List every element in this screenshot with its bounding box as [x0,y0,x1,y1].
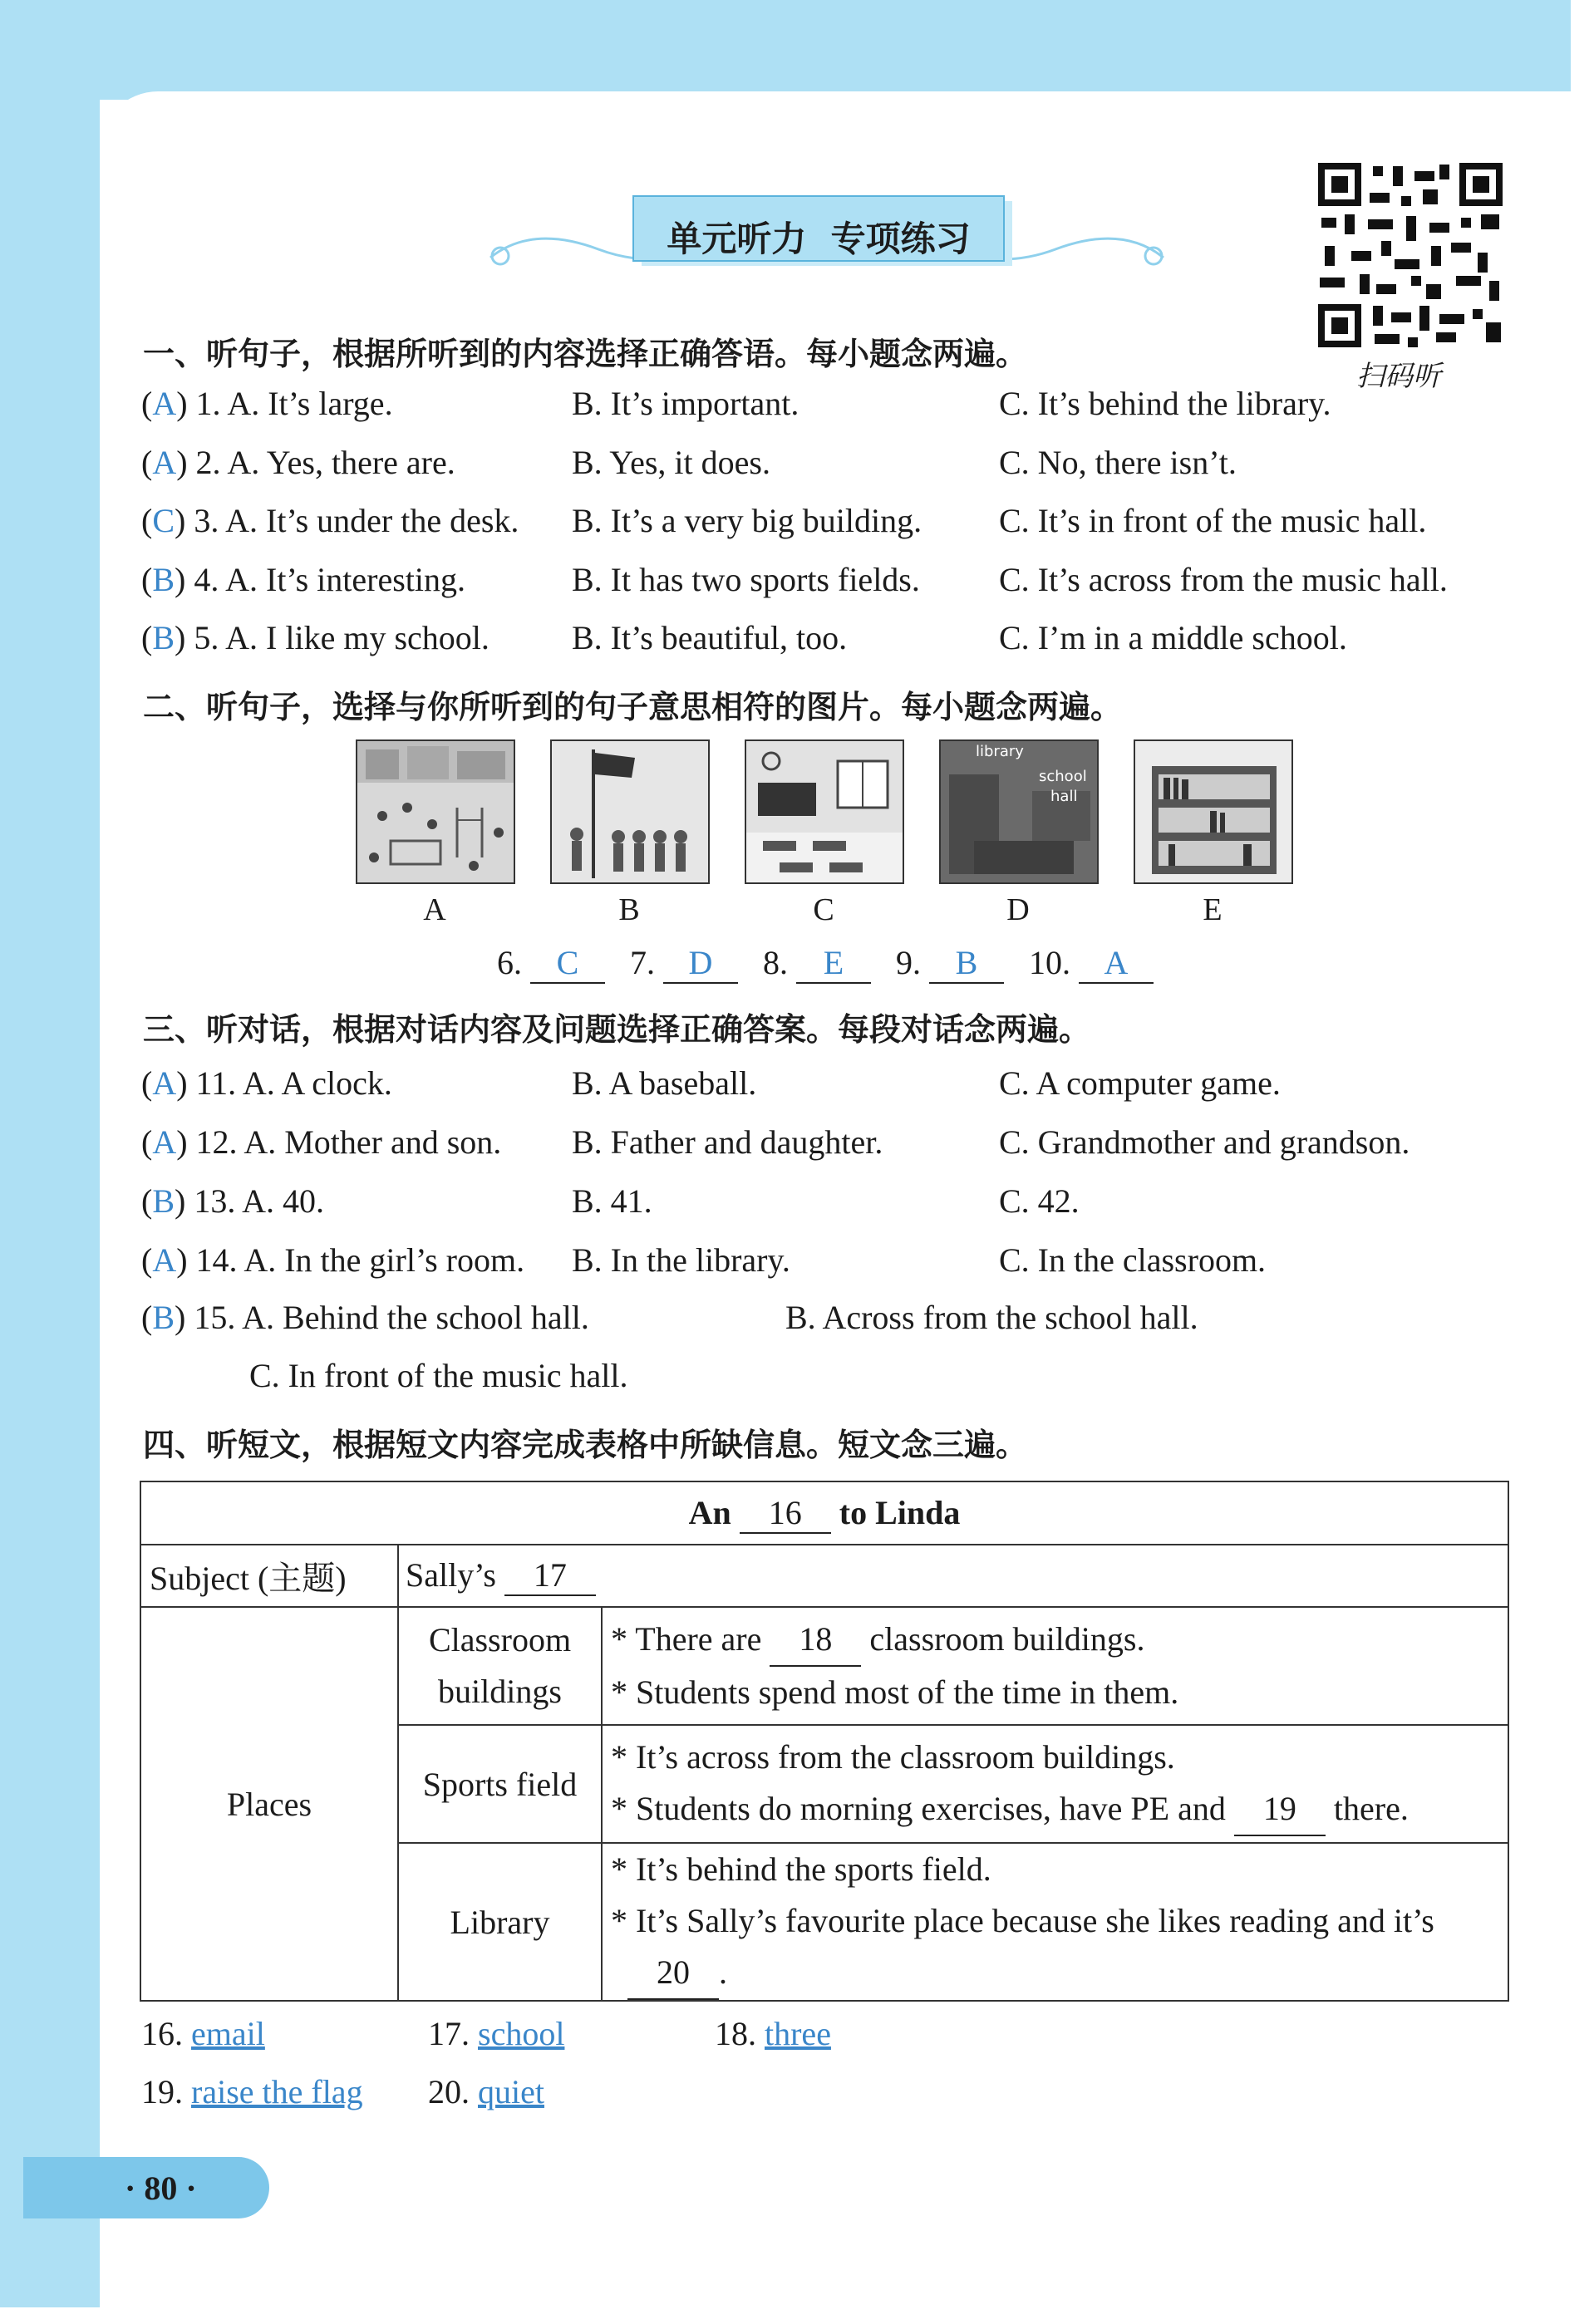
answer-blank[interactable]: B [929,943,1004,984]
qr-code-icon [1315,160,1506,351]
question-number: 19. [141,2073,183,2110]
place-name-line1: Classroom [428,1621,572,1658]
option-c: C. In the classroom. [999,1241,1267,1279]
option-b: B. In the library. [572,1241,790,1279]
option-c: C. In front of the music hall. [249,1357,628,1394]
question-number: 4. [194,560,219,598]
table-answer-20 [428,2072,544,2111]
question-number: 20. [428,2073,470,2110]
option-c: C. 42. [999,1182,1080,1220]
answer-blank[interactable]: D [663,943,738,984]
question-number: 11. [195,1064,237,1102]
place-details [602,1607,1508,1725]
top-color-band [0,0,1594,100]
option-b: B. Father and daughter. [572,1123,883,1161]
detail-line: * It’s Sally’s favourite place because she likes reading and it’s [611,1902,1434,1939]
option-a: A. It’s large. [227,385,393,422]
picture-d-tag-hall: hall [1050,788,1078,805]
option-c: C. It’s in front of the music hall. [999,502,1427,539]
answer-choice[interactable]: A [152,385,177,422]
picture-b [550,739,710,884]
subject-label: Subject (主题) [140,1545,398,1607]
subject-text: Sally’s [406,1556,496,1594]
option-b: B. It’s beautiful, too. [572,619,848,656]
blank-16[interactable]: 16 [740,1493,831,1534]
place-library: Library [398,1843,602,2001]
question-number: 9. [896,944,921,981]
table-answer-19 [141,2072,363,2111]
table-answer-17 [428,2014,564,2053]
answer-blank[interactable]: C [530,943,605,984]
answer-text[interactable]: raise the flag [191,2073,363,2110]
question-number: 17. [428,2015,470,2052]
option-a: A. It’s under the desk. [225,502,519,539]
page-title: 单元听力 专项练习 [667,219,971,259]
bookshelf-illustration-icon [1135,741,1291,882]
question-number: 15. [194,1299,236,1336]
picture-label: A [423,892,446,927]
answer-choice[interactable]: B [152,1299,175,1336]
place-classroom-buildings [398,1607,602,1725]
answer-choice[interactable]: A [152,1241,177,1279]
qr-caption: 扫码听 [1356,360,1441,393]
option-a: A. In the girl’s room. [244,1241,525,1279]
table-title-end: to Linda [839,1493,961,1531]
question-row: (B) 4. A. It’s interesting. [141,560,465,598]
detail-line: * Students spend most of the time in them. [611,1673,1179,1711]
option-a: A. 40. [242,1182,325,1220]
blank-19[interactable]: 19 [1234,1783,1326,1836]
picture-label: C [813,892,834,927]
classroom-illustration-icon [746,741,903,882]
answer-text[interactable]: quiet [478,2073,544,2110]
answer-choice[interactable]: C [152,502,175,539]
question-number: 5. [194,619,219,656]
qr-code[interactable] [1315,160,1506,351]
place-details [602,1725,1508,1843]
option-b: B. It’s a very big building. [572,502,922,539]
answer-choice[interactable]: A [152,443,177,481]
option-b: B. It has two sports fields. [572,560,920,598]
picture-answers-row [497,943,1154,984]
section-heading: 四、听短文，根据短文内容完成表格中所缺信息。短文念三遍。 [143,1427,1028,1463]
left-color-band [0,0,100,2324]
question-row: (B) 13. A. 40. [141,1182,325,1220]
question-number: 18. [715,2015,756,2052]
picture-e [1134,739,1293,884]
table-title [140,1481,1508,1545]
question-number: 6. [497,944,522,981]
question-number: 7. [630,944,655,981]
detail-text: * There are [611,1620,762,1658]
detail-line [611,1783,1499,1836]
answer-choice[interactable]: A [152,1064,177,1102]
answer-text[interactable]: three [765,2015,831,2052]
answer-choice[interactable]: B [152,619,175,656]
answer-text[interactable]: school [478,2015,565,2052]
question-row: (A) 1. A. It’s large. [141,385,393,422]
table-answer-18 [715,2014,831,2053]
detail-text: * Students do morning exercises, have PE and [611,1790,1226,1827]
picture-d-tag-school: school [1039,768,1087,785]
option-a: A. It’s interesting. [225,560,465,598]
option-b: B. Across from the school hall. [785,1299,1198,1336]
question-row: (A) 11. A. A clock. [141,1064,392,1102]
question-row: (A) 14. A. In the girl’s room. [141,1241,525,1279]
option-c: C. It’s across from the music hall. [999,560,1448,598]
option-b: B. 41. [572,1182,652,1220]
question-number: 12. [195,1123,238,1161]
answer-choice[interactable]: B [152,1182,175,1220]
question-number: 2. [195,443,221,481]
option-c: C. No, there isn’t. [999,443,1237,481]
flag-raising-illustration-icon [552,741,708,882]
question-row: (B) 5. A. I like my school. [141,619,490,656]
picture-label: B [618,892,640,927]
detail-text: there. [1333,1790,1409,1827]
option-b: B. Yes, it does. [572,443,770,481]
answer-text[interactable]: email [191,2015,265,2052]
table-answer-16 [141,2014,265,2053]
question-15: (B) 15. A. Behind the school hall. [141,1299,589,1336]
answer-choice[interactable]: A [152,1123,177,1161]
bottom-page-edge [0,2307,1594,2324]
subject-value [398,1545,1508,1607]
picture-c [745,739,904,884]
detail-line [611,1947,1499,2000]
option-a: A. Mother and son. [244,1123,502,1161]
option-b: B. It’s important. [572,385,799,422]
option-a: A. I like my school. [225,619,490,656]
section-heading: 一、听句子，根据所听到的内容选择正确答语。每小题念两遍。 [143,336,1028,372]
detail-line: * It’s behind the sports field. [611,1850,991,1888]
blank-18[interactable]: 18 [770,1614,861,1667]
question-number: 16. [141,2015,183,2052]
question-number: 13. [194,1182,236,1220]
detail-line [611,1614,1499,1667]
place-name-line2: buildings [438,1673,562,1710]
question-number: 10. [1029,944,1070,981]
page-number: · 80 · [125,2169,197,2207]
question-number: 3. [194,502,219,539]
blank-20[interactable]: 20 [627,1947,719,2000]
place-sports-field: Sports field [398,1725,602,1843]
table-title-start: An [688,1493,731,1531]
places-label: Places [140,1607,398,2001]
picture-a [356,739,515,884]
blank-17[interactable]: 17 [504,1555,596,1596]
info-table [140,1481,1509,2002]
question-row: (C) 3. A. It’s under the desk. [141,502,519,539]
question-row: (A) 2. A. Yes, there are. [141,443,455,481]
option-c: C. It’s behind the library. [999,385,1331,422]
option-a: A. Behind the school hall. [242,1299,589,1336]
option-a: A. Yes, there are. [227,443,455,481]
option-c: C. Grandmother and grandson. [999,1123,1410,1161]
question-row: (A) 12. A. Mother and son. [141,1123,502,1161]
option-c: C. I’m in a middle school. [999,619,1347,656]
question-number: 1. [195,385,221,422]
detail-text: classroom buildings. [869,1620,1145,1658]
answer-blank[interactable]: E [796,943,871,984]
section-heading: 三、听对话，根据对话内容及问题选择正确答案。每段对话念两遍。 [143,1011,1091,1048]
picture-label: E [1203,892,1223,927]
question-number: 8. [763,944,788,981]
picture-d-tag-library: library [976,743,1024,760]
question-number: 14. [195,1241,238,1279]
detail-line: * It’s across from the classroom buildings. [611,1738,1175,1776]
answer-choice[interactable]: B [152,560,175,598]
picture-label: D [1006,892,1030,927]
playground-illustration-icon [357,741,514,882]
option-b: B. A baseball. [572,1064,757,1102]
picture-d [939,739,1099,884]
answer-blank[interactable]: A [1079,943,1154,984]
section-heading: 二、听句子，选择与你所听到的句子意思相符的图片。每小题念两遍。 [143,689,1123,725]
option-c: C. A computer game. [999,1064,1281,1102]
right-page-edge [1571,0,1594,2324]
detail-text: . [719,1953,727,1991]
place-details [602,1843,1508,2001]
school-map-illustration-icon [941,741,1097,882]
option-a: A. A clock. [242,1064,392,1102]
